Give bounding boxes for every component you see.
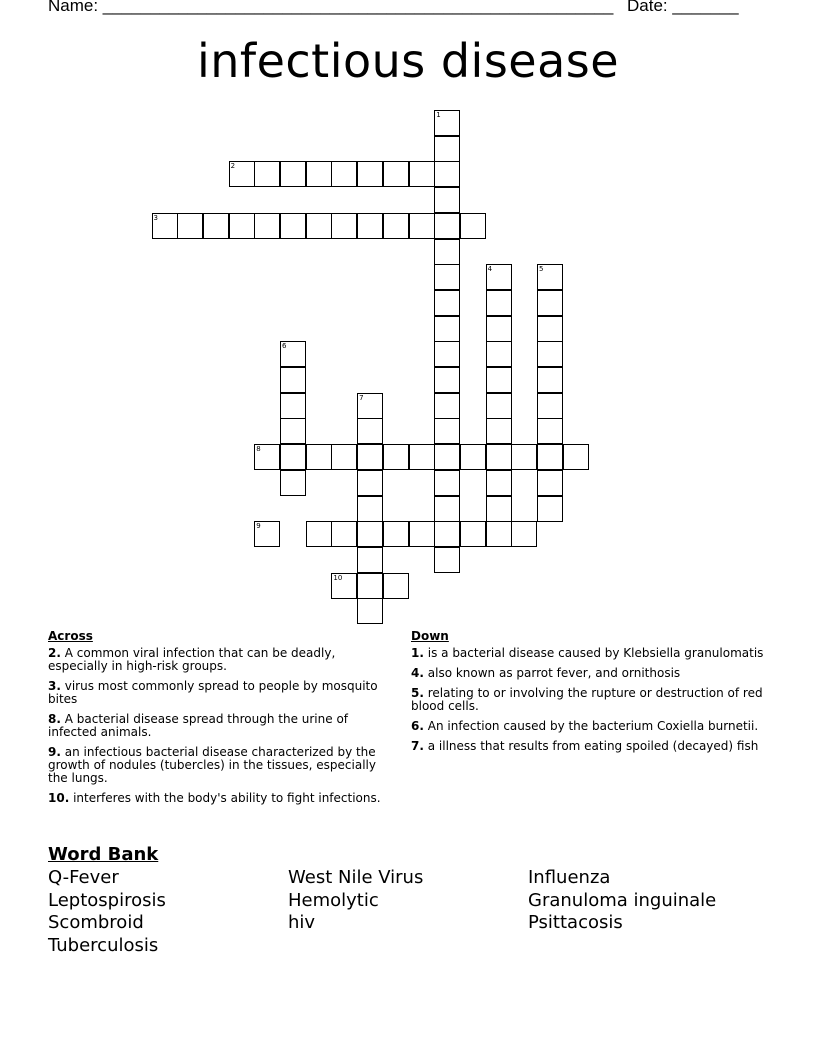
- clue-number: 8.: [48, 712, 61, 726]
- across-clue-2: [48, 647, 393, 673]
- crossword-cell[interactable]: [434, 316, 460, 342]
- word-bank-item: Leptospirosis: [48, 890, 166, 911]
- crossword-cell[interactable]: [486, 367, 512, 393]
- clue-number: 4.: [411, 666, 424, 680]
- crossword-cell[interactable]: [537, 496, 563, 522]
- crossword-cell[interactable]: [434, 213, 460, 239]
- down-clue-1: [411, 647, 766, 660]
- crossword-cell[interactable]: [357, 496, 383, 522]
- crossword-cell[interactable]: [563, 444, 589, 470]
- cell-number: 6: [282, 342, 287, 351]
- crossword-cell[interactable]: [383, 444, 409, 470]
- clue-number: 7.: [411, 739, 424, 753]
- crossword-cell[interactable]: [434, 444, 460, 470]
- clue-text: an infectious bacterial disease characterized by the growth of nodules (tubercles) in the tissues, especially the lungs.: [48, 745, 376, 785]
- clue-text: virus most commonly spread to people by mosquito bites: [48, 679, 378, 706]
- crossword-cell[interactable]: [357, 573, 383, 599]
- cell-number: 8: [256, 445, 261, 454]
- word-bank-item: Scombroid: [48, 912, 144, 933]
- clue-text: interferes with the body's ability to fight infections.: [73, 791, 381, 805]
- clue-text: also known as parrot fever, and ornithosis: [427, 666, 681, 680]
- crossword-cell[interactable]: [409, 521, 435, 547]
- cell-number: 7: [359, 393, 364, 402]
- clue-text: An infection caused by the bacterium Coxiella burnetii.: [427, 719, 759, 733]
- clue-number: 3.: [48, 679, 61, 693]
- down-heading: Down: [411, 629, 449, 643]
- crossword-cell[interactable]: [486, 444, 512, 470]
- crossword-cell[interactable]: [280, 444, 306, 470]
- clue-text: is a bacterial disease caused by Klebsiella granulomatis: [427, 646, 764, 660]
- crossword-cell[interactable]: [357, 470, 383, 496]
- crossword-cell[interactable]: [486, 418, 512, 444]
- crossword-cell[interactable]: [357, 161, 383, 187]
- crossword-cell[interactable]: [486, 264, 512, 290]
- crossword-cell[interactable]: [152, 213, 178, 239]
- crossword-cell[interactable]: [331, 444, 357, 470]
- crossword-cell[interactable]: [486, 316, 512, 342]
- crossword-cell[interactable]: [537, 316, 563, 342]
- crossword-cell[interactable]: [434, 470, 460, 496]
- crossword-cell[interactable]: [460, 521, 486, 547]
- crossword-cell[interactable]: [537, 264, 563, 290]
- crossword-cell[interactable]: [537, 367, 563, 393]
- crossword-cell[interactable]: [409, 444, 435, 470]
- crossword-cell[interactable]: [434, 367, 460, 393]
- crossword-cell[interactable]: [409, 213, 435, 239]
- clue-number: 10.: [48, 791, 70, 805]
- clue-number: 2.: [48, 646, 61, 660]
- cell-number: 4: [487, 265, 493, 274]
- crossword-cell[interactable]: [306, 161, 332, 187]
- crossword-cell[interactable]: [434, 110, 460, 136]
- crossword-cell[interactable]: [280, 393, 306, 419]
- crossword-cell[interactable]: [460, 213, 486, 239]
- cell-number: 1: [436, 111, 441, 119]
- crossword-cell[interactable]: [486, 496, 512, 522]
- word-bank-item: Granuloma inguinale: [528, 890, 717, 911]
- date-field-line: Date: _______: [627, 0, 739, 15]
- puzzle-title: infectious disease: [196, 34, 620, 88]
- down-clue-4: [411, 667, 766, 680]
- word-bank-item: Psittacosis: [528, 912, 623, 933]
- crossword-cell[interactable]: [434, 161, 460, 187]
- crossword-cell[interactable]: [357, 521, 383, 547]
- cell-number: 9: [256, 522, 261, 531]
- clue-number: 5.: [411, 686, 424, 700]
- cell-number: 10: [333, 573, 343, 582]
- crossword-cell[interactable]: [280, 341, 306, 367]
- crossword-cell[interactable]: [229, 213, 255, 239]
- crossword-cell[interactable]: [177, 213, 203, 239]
- word-bank-item: West Nile Virus: [288, 867, 424, 888]
- down-clue-5: [411, 687, 766, 713]
- crossword-cell[interactable]: [434, 418, 460, 444]
- crossword-cell[interactable]: [280, 161, 306, 187]
- crossword-cell[interactable]: [383, 161, 409, 187]
- word-bank-item: Q-Fever: [48, 867, 119, 888]
- crossword-cell[interactable]: [280, 470, 306, 496]
- crossword-cell[interactable]: [229, 161, 255, 187]
- word-bank-item: Hemolytic: [288, 890, 379, 911]
- crossword-cell[interactable]: [434, 239, 460, 265]
- crossword-cell[interactable]: [434, 521, 460, 547]
- crossword-cell[interactable]: [486, 341, 512, 367]
- crossword-cell[interactable]: [254, 521, 280, 547]
- crossword-cell[interactable]: [383, 573, 409, 599]
- cell-number: 5: [539, 265, 544, 274]
- crossword-cell[interactable]: [434, 136, 460, 162]
- crossword-cell[interactable]: [537, 393, 563, 419]
- crossword-cell[interactable]: [434, 496, 460, 522]
- clue-text: A bacterial disease spread through the urine of infected animals.: [48, 712, 349, 739]
- clue-text: relating to or involving the rupture or destruction of red blood cells.: [411, 686, 763, 713]
- cell-number: 2: [230, 162, 236, 171]
- crossword-cell[interactable]: [280, 418, 306, 444]
- crossword-cell[interactable]: [383, 213, 409, 239]
- cell-number: 3: [153, 213, 158, 222]
- crossword-cell[interactable]: [357, 393, 383, 419]
- across-heading: Across: [48, 629, 93, 643]
- crossword-cell[interactable]: [537, 444, 563, 470]
- crossword-cell[interactable]: [486, 470, 512, 496]
- crossword-cell[interactable]: [460, 444, 486, 470]
- crossword-cell[interactable]: [486, 393, 512, 419]
- word-bank-title: Word Bank: [48, 844, 159, 865]
- across-clue-3: [48, 680, 393, 706]
- crossword-cell[interactable]: [254, 444, 280, 470]
- crossword-cell[interactable]: [306, 521, 332, 547]
- clue-text: A common viral infection that can be deadly, especially in high-risk groups.: [48, 646, 336, 673]
- down-clues: [411, 630, 766, 760]
- crossword-cell[interactable]: [357, 444, 383, 470]
- crossword-cell[interactable]: [434, 290, 460, 316]
- word-bank-item: Influenza: [528, 867, 611, 888]
- clue-number: 9.: [48, 745, 61, 759]
- clue-text: a illness that results from eating spoiled (decayed) fish: [427, 739, 759, 753]
- crossword-cell[interactable]: [357, 547, 383, 573]
- word-bank-item: hiv: [288, 912, 316, 933]
- crossword-cell[interactable]: [486, 290, 512, 316]
- crossword-cell[interactable]: [306, 444, 332, 470]
- crossword-cell[interactable]: [511, 521, 537, 547]
- across-clue-10: [48, 792, 393, 805]
- word-bank-item: Tuberculosis: [48, 935, 159, 956]
- crossword-cell[interactable]: [280, 367, 306, 393]
- crossword-cell[interactable]: [254, 213, 280, 239]
- crossword-cell[interactable]: [434, 393, 460, 419]
- clue-number: 1.: [411, 646, 424, 660]
- crossword-cell[interactable]: [331, 521, 357, 547]
- crossword-cell[interactable]: [409, 161, 435, 187]
- crossword-cell[interactable]: [537, 290, 563, 316]
- crossword-cell[interactable]: [537, 470, 563, 496]
- crossword-cell[interactable]: [383, 521, 409, 547]
- crossword-cell[interactable]: [280, 213, 306, 239]
- across-clues: [48, 630, 393, 812]
- down-clue-6: [411, 720, 766, 733]
- name-field-line: Name: ______________________________________________________: [48, 0, 614, 15]
- crossword-cell[interactable]: [331, 213, 357, 239]
- crossword-cell[interactable]: [511, 444, 537, 470]
- crossword-cell[interactable]: [357, 213, 383, 239]
- crossword-cell[interactable]: [434, 341, 460, 367]
- crossword-cell[interactable]: [434, 547, 460, 573]
- crossword-cell[interactable]: [254, 161, 280, 187]
- crossword-cell[interactable]: [331, 573, 357, 599]
- across-clue-9: [48, 746, 393, 785]
- down-clue-7: [411, 740, 766, 753]
- crossword-cell[interactable]: [486, 521, 512, 547]
- crossword-cell[interactable]: [203, 213, 229, 239]
- across-clue-8: [48, 713, 393, 739]
- crossword-cell[interactable]: [434, 264, 460, 290]
- crossword-cell[interactable]: [306, 213, 332, 239]
- crossword-cell[interactable]: [357, 598, 383, 624]
- crossword-cell[interactable]: [537, 341, 563, 367]
- crossword-cell[interactable]: [331, 161, 357, 187]
- crossword-cell[interactable]: [357, 418, 383, 444]
- clue-number: 6.: [411, 719, 424, 733]
- crossword-cell[interactable]: [434, 187, 460, 213]
- crossword-cell[interactable]: [537, 418, 563, 444]
